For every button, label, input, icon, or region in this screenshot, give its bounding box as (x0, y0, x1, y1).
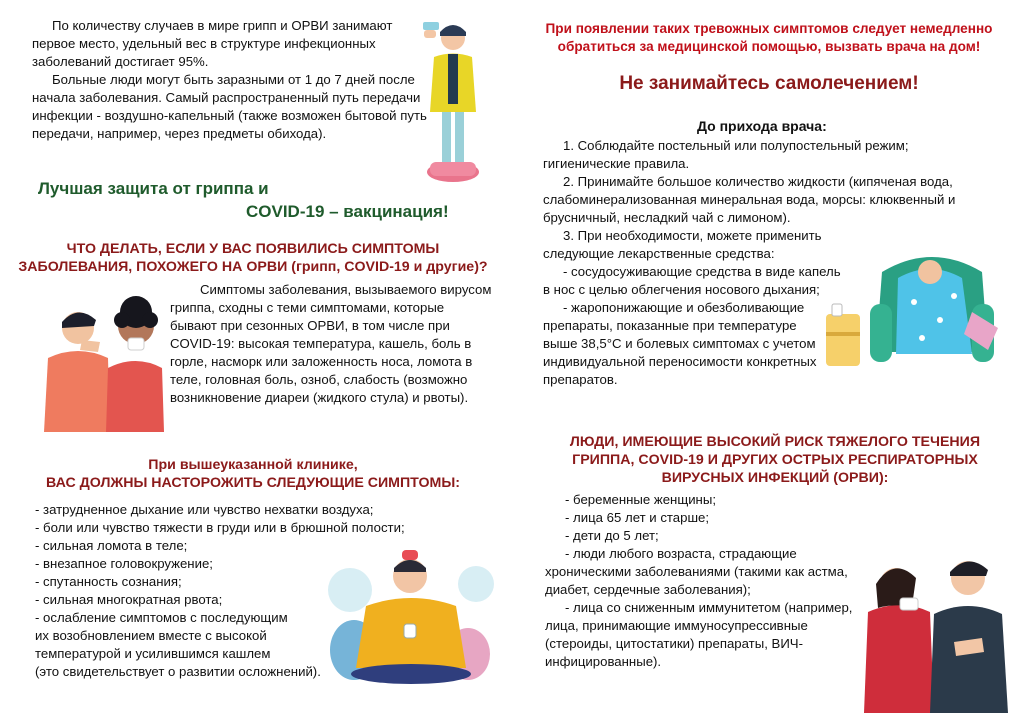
before-doctor-heading: До прихода врача: (697, 118, 827, 134)
protection-line-1: Лучшая защита от гриппа и (38, 179, 269, 198)
before-doctor-item: - жаропонижающие и обезболивающие препараты, показанные при температуре выше 38,5°С и болевых симптомах с учетом индивидуальной переносимости конкретных препаратов. (543, 300, 817, 387)
alert-heading (18, 456, 488, 492)
alert-item: - сильная ломота в теле; (35, 538, 188, 553)
intro-paragraph-2: Больные люди могут быть заразными от 1 до 7 дней после начала заболевания. Самый распространенный путь передачи инфекции - воздушно-капельный (также возможен бытовой путь передачи, например, через предметы обихода). (32, 72, 427, 141)
alert-item: - спутанность сознания; (35, 574, 182, 589)
intro-text (32, 17, 428, 143)
sick-woman-armchair-illustration (822, 242, 1010, 374)
alert-heading-line-2: ВАС ДОЛЖНЫ НАСТОРОЖИТЬ СЛЕДУЮЩИЕ СИМПТОМЫ: (46, 475, 460, 491)
before-doctor-item: 3. При необходимости, можете применить следующие лекарственные средства: (543, 228, 822, 261)
alert-heading-line-1: При вышеуказанной клинике, (148, 457, 358, 473)
risk-item: - лица 65 лет и старше; (565, 510, 710, 525)
alert-item: - боли или чувство тяжести в груди или в брюшной полости; (35, 520, 405, 535)
alert-item: - внезапное головокружение; (35, 556, 213, 571)
sick-man-foot-bath-illustration (418, 12, 488, 187)
alert-item: температурой и усилившимся кашлем (35, 646, 271, 661)
risk-list (545, 491, 875, 671)
alert-item: их возобновлением вместе с высокой (35, 628, 267, 643)
risk-item: - дети до 5 лет; (565, 528, 659, 543)
sick-man-blanket-illustration (326, 538, 496, 688)
couple-illustration (850, 548, 1020, 713)
alert-item: - сильная многократная рвота; (35, 592, 223, 607)
protection-line-2: COVID-19 – вакцинация! (246, 202, 449, 221)
urgent-notice: При появлении таких тревожных симптомов следует немедленно обратиться за медицинской помощью, вызвать врача на дом! (545, 21, 993, 54)
risk-item: - беременные женщины; (565, 492, 716, 507)
alert-item: - ослабление симптомов с последующим (35, 610, 288, 625)
risk-item: - люди любого возраста, страдающие хроническими заболеваниями (такими как астма, диабет, сердечные заболевания); (545, 546, 848, 597)
before-doctor-item: 2. Принимайте большое количество жидкости (кипяченая вода, слабоминерализованная минеральная вода, морсы: клюквенный и брусничный, несладкий чай с лимоном). (543, 174, 956, 225)
coughing-people-illustration (38, 288, 168, 432)
before-doctor-list-bottom (543, 227, 843, 389)
before-doctor-list-top (543, 137, 993, 227)
before-doctor-item: 1. Соблюдайте постельный или полупостельный режим; гигиенические правила. (543, 138, 909, 171)
before-doctor-item: - сосудосуживающие средства в виде капель в нос с целью облегчения носового дыхания; (543, 264, 841, 297)
no-self-treatment: Не занимайтесь самолечением! (619, 73, 919, 94)
risk-item: - лица со сниженным иммунитетом (например, лица, принимающие иммуносупрессивные (стероиды, цитостатики) препараты, ВИЧ-инфицированные). (545, 600, 853, 669)
symptoms-text: Симптомы заболевания, вызываемого вирусом гриппа, сходны с теми симптомами, которые бывают при сезонных ОРВИ, в том числе при COVID-19: высокая температура, кашель, боль в горле, насморк или заложенность носа, ломота в теле, головная боль, озноб, слабость (возможно возникновение диареи (жидкого стула) и рвоты). (170, 282, 492, 405)
intro-paragraph-1: По количеству случаев в мире грипп и ОРВИ занимают первое место, удельный вес в структуре инфекционных заболеваний достигает 95%. (32, 18, 393, 69)
what-to-do-heading: ЧТО ДЕЛАТЬ, ЕСЛИ У ВАС ПОЯВИЛИСЬ СИМПТОМЫ ЗАБОЛЕВАНИЯ, ПОХОЖЕГО НА ОРВИ (грипп, COVID-19 и другие)? (18, 241, 488, 275)
alert-item: (это свидетельствует о развитии осложнений). (35, 664, 321, 679)
risk-heading: ЛЮДИ, ИМЕЮЩИЕ ВЫСОКИЙ РИСК ТЯЖЕЛОГО ТЕЧЕНИЯ ГРИППА, COVID-19 И ДРУГИХ ОСТРЫХ РЕСПИРАТОРНЫХ ВИРУСНЫХ ИНФЕКЦИЙ (ОРВИ): (569, 434, 981, 486)
alert-item: - затрудненное дыхание или чувство нехватки воздуха; (35, 502, 374, 517)
